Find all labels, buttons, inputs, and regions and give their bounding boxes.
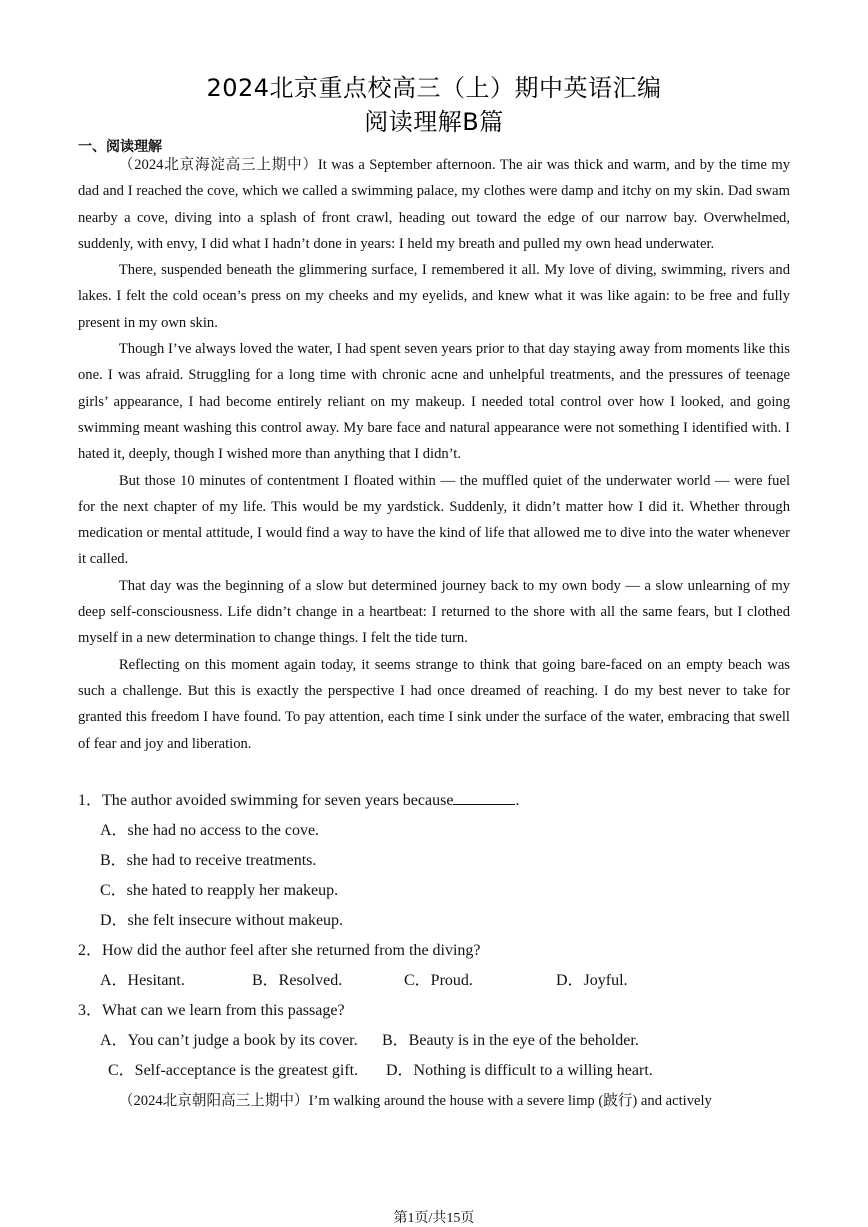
passage-2-intro: （2024北京朝阳高三上期中）I’m walking around the house with a severe limp (跛行) and actively xyxy=(118,1093,712,1109)
question-3-option-a: A．You can’t judge a book by its cover. xyxy=(100,1032,358,1049)
question-3-options-row-2 xyxy=(78,1059,790,1089)
question-3-option-c: C．Self-acceptance is the greatest gift. xyxy=(108,1062,359,1079)
question-1-stem-end: . xyxy=(515,792,520,809)
question-2-stem: 2．How did the author feel after she returned from the diving? xyxy=(78,942,481,959)
question-3-stem: 3．What can we learn from this passage? xyxy=(78,1002,345,1019)
paragraph-5: That day was the beginning of a slow but determined journey back to my own body — a slow unlearning of my deep self-consciousness. Life didn’t change in a heartbeat: I returned to the shore with all the same fears, but I clothed myself in a new determination to change things. I felt the tide turn. xyxy=(78,577,790,647)
answer-blank xyxy=(453,790,515,805)
question-2-option-c: C．Proud. xyxy=(404,972,473,989)
question-3-options-row-1 xyxy=(78,1029,790,1059)
question-list xyxy=(78,789,790,1089)
question-1-option-c: C．she hated to reapply her makeup. xyxy=(100,882,339,899)
question-1-option-b: B．she had to receive treatments. xyxy=(100,852,317,869)
question-2-option-b: B．Resolved. xyxy=(252,972,343,989)
question-3-option-d: D．Nothing is difficult to a willing heart. xyxy=(386,1062,653,1079)
section-heading: 一、阅读理解 xyxy=(78,139,162,155)
document-title: 2024北京重点校高三（上）期中英语汇编 xyxy=(206,74,662,102)
page-number: 第1页/共15页 xyxy=(393,1211,475,1226)
question-1 xyxy=(78,789,790,819)
paragraph-3: Though I’ve always loved the water, I had spent seven years prior to that day staying away from moments like this one. I was afraid. Struggling for a long time with chronic acne and unhelpful treatments, and the pressures of teenage girls’ appearance, I had become entirely reliant on my makeup. I needed total control over how I looked, and going swimming meant washing this control away. My bare face and natural appearance were not something I identified with. I hated it, deeply, though I wished more than anything that I didn’t. xyxy=(78,341,790,463)
paragraph-4: But those 10 minutes of contentment I floated within — the muffled quiet of the underwater world — were fuel for the next chapter of my life. This would be my yardstick. Suddenly, it didn’t matter how I did it. Whether through medication or mental attitude, I would find a way to have the kind of life that allowed me to dive into the water whenever it called. xyxy=(78,472,790,568)
paragraph-6: Reflecting on this moment again today, it seems strange to think that going bare-faced on an empty beach was such a challenge. But this is exactly the perspective I had once dreamed of reaching. I do my best never to take for granted this freedom I have found. To pay attention, each time I sink under the surface of the water, embracing that swell of fear and joy and liberation. xyxy=(78,656,790,752)
question-1-stem: 1．The author avoided swimming for seven years because xyxy=(78,792,454,809)
passage-1 xyxy=(78,152,790,757)
question-1-option-d: D．she felt insecure without makeup. xyxy=(100,912,344,929)
question-2-option-a: A．Hesitant. xyxy=(100,972,185,989)
question-3-option-b: B．Beauty is in the eye of the beholder. xyxy=(382,1032,639,1049)
question-2-options xyxy=(78,969,790,999)
document-subtitle: 阅读理解B篇 xyxy=(364,108,504,136)
paragraph-1: （2024北京海淀高三上期中）It was a September afternoon. The air was thick and warm, and by the time my dad and I reached the cove, which we called a swimming palace, my clothes were damp and itchy on my skin. Dad swam nearby a cove, diving into a splash of front crawl, heading out toward the edge of our narrow bay. Overwhelmed, suddenly, with envy, I did what I hadn’t done in years: I held my breath and pulled my own head underwater. xyxy=(78,157,790,252)
paragraph-2: There, suspended beneath the glimmering surface, I remembered it all. My love of diving, swimming, rivers and lakes. I felt the cold ocean’s press on my cheeks and my eyelids, and knew what it was like again: to be free and fully present in my own skin. xyxy=(78,262,790,331)
question-2-option-d: D．Joyful. xyxy=(556,972,628,989)
question-1-option-a: A．she had no access to the cove. xyxy=(100,822,320,839)
